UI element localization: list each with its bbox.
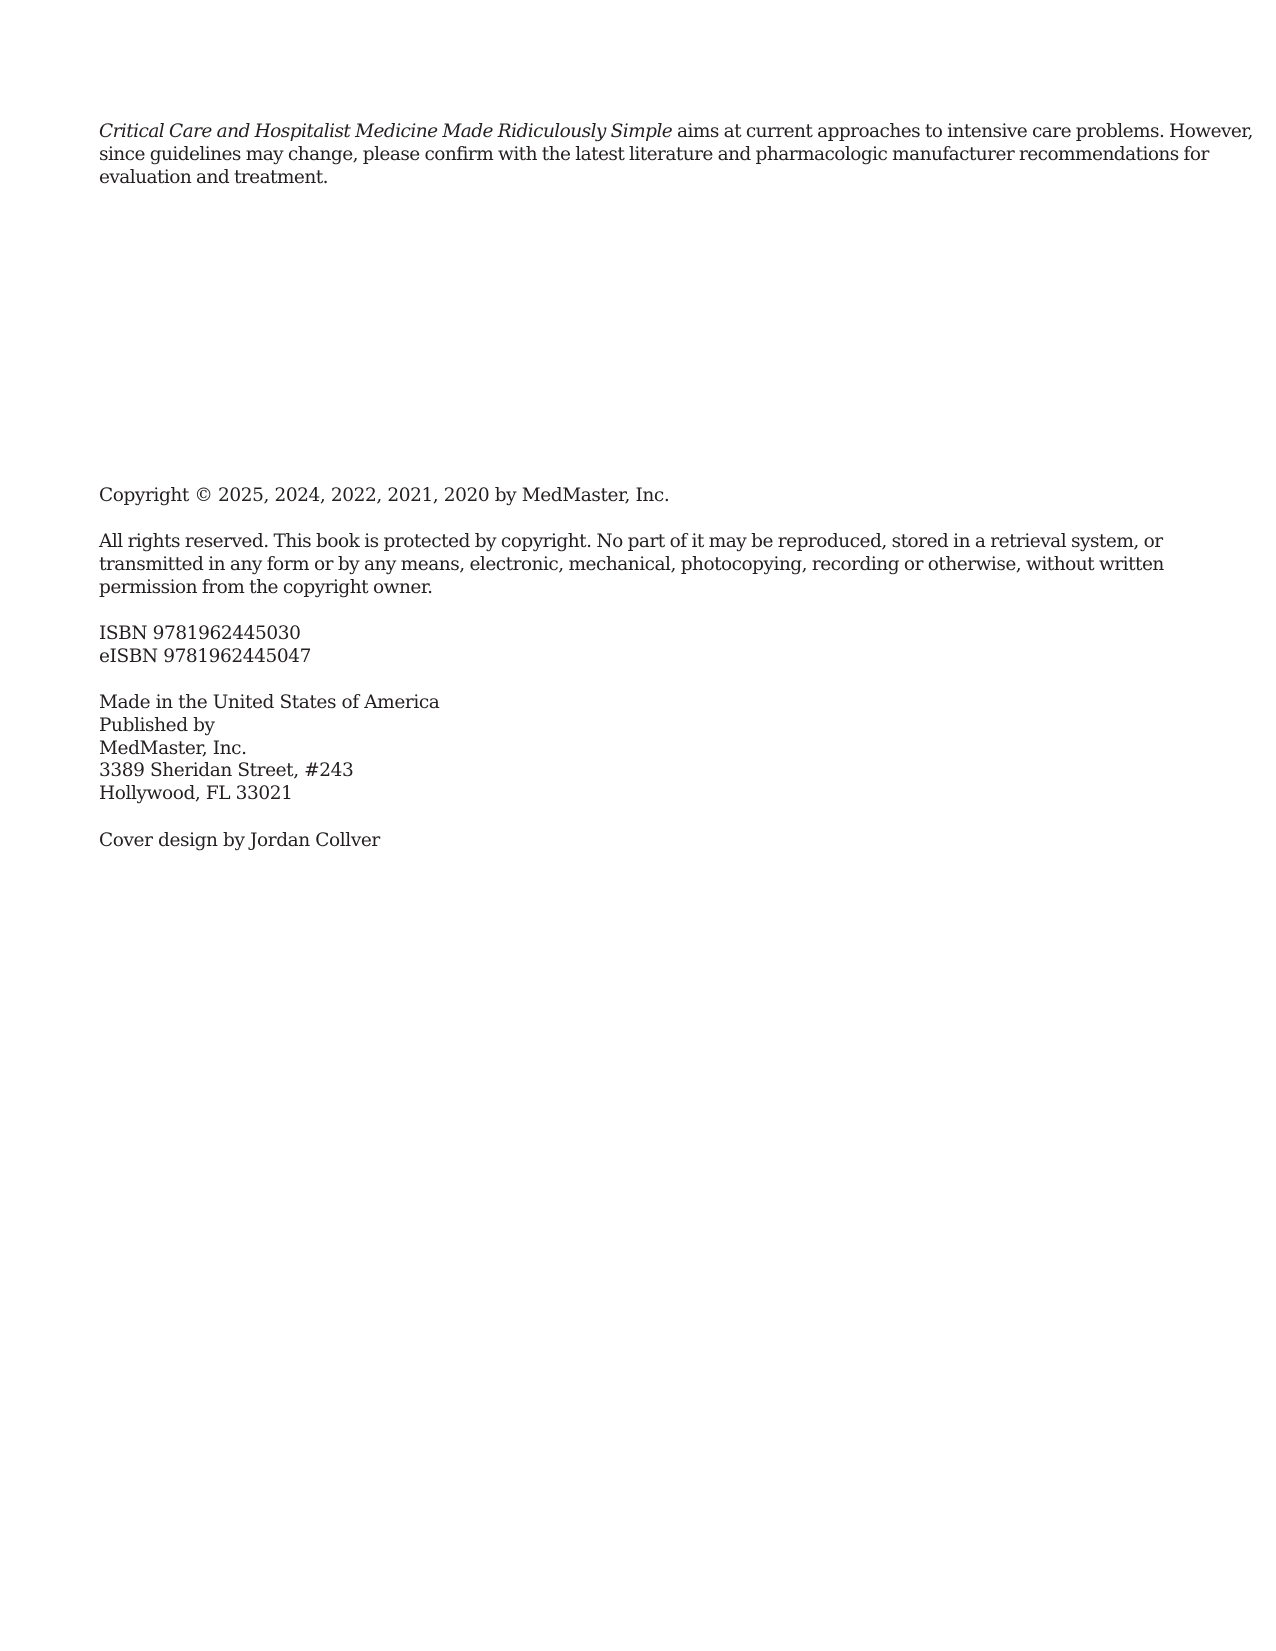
rights-line-1: All rights reserved. This book is protected by copyright. No part of it may be reproduced, stored in a retrieval system, or (99, 531, 1163, 552)
isbn-block (99, 623, 1149, 669)
cover-design-credit: Cover design by Jordan Collver (99, 830, 380, 851)
publisher-block (99, 692, 1149, 806)
disclaimer-line-1-text: aims at current approaches to intensive care problems. However, (672, 121, 1253, 142)
publisher-street: 3389 Sheridan Street, #243 (99, 760, 354, 782)
publisher-name: MedMaster, Inc. (99, 737, 247, 759)
isbn-electronic: eISBN 9781962445047 (99, 645, 312, 667)
isbn-print: ISBN 9781962445030 (99, 623, 301, 644)
published-by-label: Published by (99, 714, 215, 736)
made-in-line: Made in the United States of America (99, 692, 440, 713)
disclaimer-line-2: since guidelines may change, please confirm with the latest literature and pharmacologic manufacturer recommendations for (99, 143, 1209, 165)
rights-line-3: permission from the copyright owner. (99, 576, 433, 598)
publisher-city: Hollywood, FL 33021 (99, 783, 293, 805)
disclaimer-paragraph (99, 121, 1253, 189)
disclaimer-line-3: evaluation and treatment. (99, 166, 328, 188)
rights-line-2: transmitted in any form or by any means, electronic, mechanical, photocopying, recording or otherwise, without written (99, 553, 1164, 575)
book-title: Critical Care and Hospitalist Medicine Made Ridiculously Simple (99, 121, 673, 142)
disclaimer-line-1 (99, 121, 1253, 144)
rights-paragraph (99, 531, 1164, 599)
copyright-notice: Copyright © 2025, 2024, 2022, 2021, 2020 by MedMaster, Inc. (99, 485, 670, 506)
